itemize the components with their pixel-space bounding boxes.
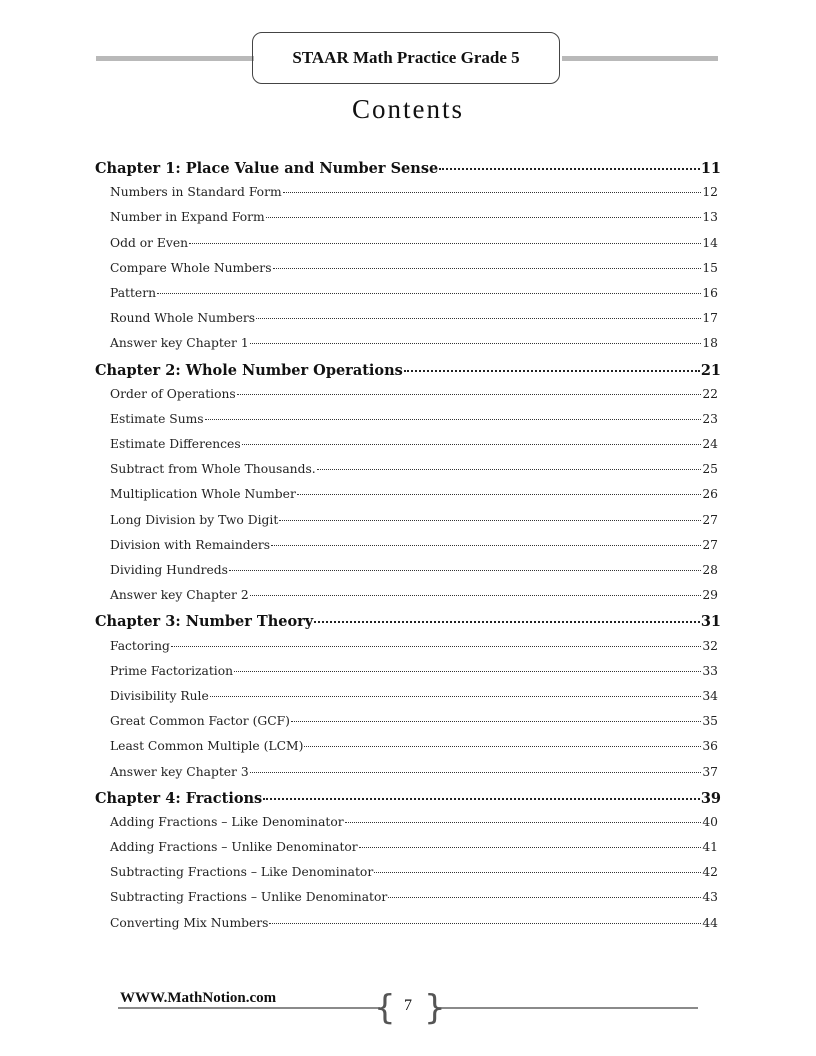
left-brace-icon: { [374,988,396,1028]
toc-entry-page: 42 [702,865,718,880]
page-number: 7 [404,997,412,1014]
toc-entry-page: 26 [702,487,718,502]
right-brace-icon: } [424,988,446,1028]
dot-leader [345,821,702,823]
toc-section-entry [95,261,721,286]
toc-entry-page: 17 [702,311,718,326]
toc-section-entry [95,412,721,437]
toc-entry-page: 16 [702,285,718,300]
toc-section-entry [95,487,721,512]
toc-chapter-entry [95,613,721,638]
toc-entry-page: 39 [700,789,721,807]
toc-entry-label: Numbers in Standard Form [110,185,282,200]
toc-entry-page: 41 [702,840,718,855]
toc-entry-label: Multiplication Whole Number [110,487,296,502]
toc-entry-page: 36 [702,739,718,754]
toc-section-entry [95,916,721,941]
toc-entry-page: 35 [702,714,718,729]
toc-section-entry [95,437,721,462]
table-of-contents [95,160,721,941]
toc-section-entry [95,462,721,487]
toc-section-entry [95,311,721,336]
toc-entry-label: Chapter 3: Number Theory [95,613,314,631]
dot-leader [304,745,701,747]
toc-entry-label: Chapter 4: Fractions [95,789,263,807]
dot-leader [250,594,702,596]
dot-leader [359,846,702,848]
toc-section-entry [95,286,721,311]
footer-rule-left [118,1007,380,1009]
toc-entry-page: 27 [702,537,718,552]
page-title: Contents [351,94,464,124]
toc-entry-label: Dividing Hundreds [110,563,228,577]
toc-section-entry [95,840,721,865]
toc-entry-page: 25 [702,462,718,477]
header-rule-left [96,56,254,61]
dot-leader [250,342,702,344]
dot-leader [279,519,701,521]
toc-section-entry [95,538,721,563]
toc-entry-page: 32 [702,638,718,653]
toc-entry-label: Round Whole Numbers [110,311,256,326]
toc-section-entry [95,815,721,840]
toc-entry-label: Adding Fractions – Like Denominator [110,814,344,829]
toc-section-entry [95,865,721,890]
toc-entry-label: Divisibility Rule [110,688,209,703]
dot-leader [439,167,700,170]
dot-leader [271,544,701,546]
book-title-box [252,32,560,84]
toc-entry-label: Chapter 2: Whole Number Operations [95,361,403,379]
toc-entry-page: 27 [702,512,718,527]
toc-entry-label: Estimate Differences [110,437,241,452]
toc-entry-page: 21 [700,361,721,379]
dot-leader [250,771,702,773]
dot-leader [205,418,702,420]
dot-leader [269,922,701,924]
toc-entry-page: 37 [702,764,718,779]
toc-entry-label: Subtracting Fractions – Like Denominator [110,865,374,880]
toc-entry-page: 22 [702,386,718,401]
dot-leader [157,292,701,294]
dot-leader [283,191,702,193]
toc-entry-label: Answer key Chapter 1 [110,336,249,351]
dot-leader [297,493,702,495]
dot-leader [237,393,702,395]
toc-entry-page: 29 [702,588,718,603]
dot-leader [388,896,701,898]
toc-entry-label: Long Division by Two Digit [110,512,279,527]
dot-leader [189,242,701,244]
toc-entry-label: Order of Operations [110,386,236,401]
toc-entry-label: Odd or Even [110,235,189,250]
toc-section-entry [95,236,721,261]
toc-entry-page: 12 [702,185,718,200]
dot-leader [242,443,702,445]
toc-entry-page: 18 [702,336,718,351]
dot-leader [229,569,701,571]
dot-leader [234,670,701,672]
toc-entry-page: 15 [702,260,718,275]
toc-entry-page: 44 [702,915,718,930]
toc-entry-page: 28 [702,563,718,577]
toc-entry-label: Answer key Chapter 3 [110,764,249,779]
toc-entry-page: 11 [700,160,721,177]
toc-section-entry [95,387,721,412]
toc-entry-label: Pattern [110,285,157,300]
book-title: STAAR Math Practice Grade 5 [292,48,520,67]
toc-chapter-entry [95,160,721,185]
toc-section-entry [95,336,721,361]
dot-leader [263,797,700,800]
dot-leader [314,620,700,623]
footer-website: WWW.MathNotion.com [120,990,277,1006]
toc-entry-page: 34 [702,688,718,703]
toc-entry-label: Least Common Multiple (LCM) [110,739,304,754]
toc-section-entry [95,765,721,790]
toc-entry-label: Division with Remainders [110,537,271,552]
toc-chapter-entry [95,362,721,387]
dot-leader [266,216,702,218]
toc-entry-page: 23 [702,411,718,426]
toc-entry-label: Estimate Sums [110,411,204,426]
toc-entry-page: 14 [702,235,718,250]
toc-section-entry [95,664,721,689]
footer-rule-right [436,1007,698,1009]
toc-section-entry [95,185,721,210]
header-rule-right [562,56,718,61]
dot-leader [171,645,701,647]
toc-entry-label: Number in Expand Form [110,210,265,225]
toc-entry-label: Great Common Factor (GCF) [110,714,290,729]
dot-leader [374,871,701,873]
toc-entry-page: 43 [702,890,718,905]
toc-entry-label: Factoring [110,638,170,653]
dot-leader [210,695,702,697]
toc-section-entry [95,890,721,915]
dot-leader [317,468,702,470]
toc-entry-label: Chapter 1: Place Value and Number Sense [95,160,439,177]
toc-section-entry [95,563,721,588]
dot-leader [256,317,701,319]
dot-leader [273,267,702,269]
toc-entry-label: Answer key Chapter 2 [110,588,249,603]
toc-entry-label: Converting Mix Numbers [110,915,269,930]
toc-entry-page: 24 [702,437,718,452]
toc-entry-label: Subtract from Whole Thousands. [110,462,316,477]
toc-section-entry [95,714,721,739]
toc-entry-label: Subtracting Fractions – Unlike Denominator [110,890,388,905]
toc-entry-label: Adding Fractions – Unlike Denominator [110,840,358,855]
toc-section-entry [95,639,721,664]
toc-entry-page: 13 [702,210,718,225]
toc-section-entry [95,739,721,764]
toc-entry-page: 40 [702,814,718,829]
toc-section-entry [95,210,721,235]
toc-section-entry [95,513,721,538]
dot-leader [291,720,701,722]
toc-chapter-entry [95,790,721,815]
dot-leader [404,369,700,372]
toc-section-entry [95,588,721,613]
toc-section-entry [95,689,721,714]
toc-entry-page: 33 [702,663,718,678]
toc-entry-label: Prime Factorization [110,663,234,678]
toc-entry-page: 31 [700,613,721,631]
toc-entry-label: Compare Whole Numbers [110,260,272,275]
